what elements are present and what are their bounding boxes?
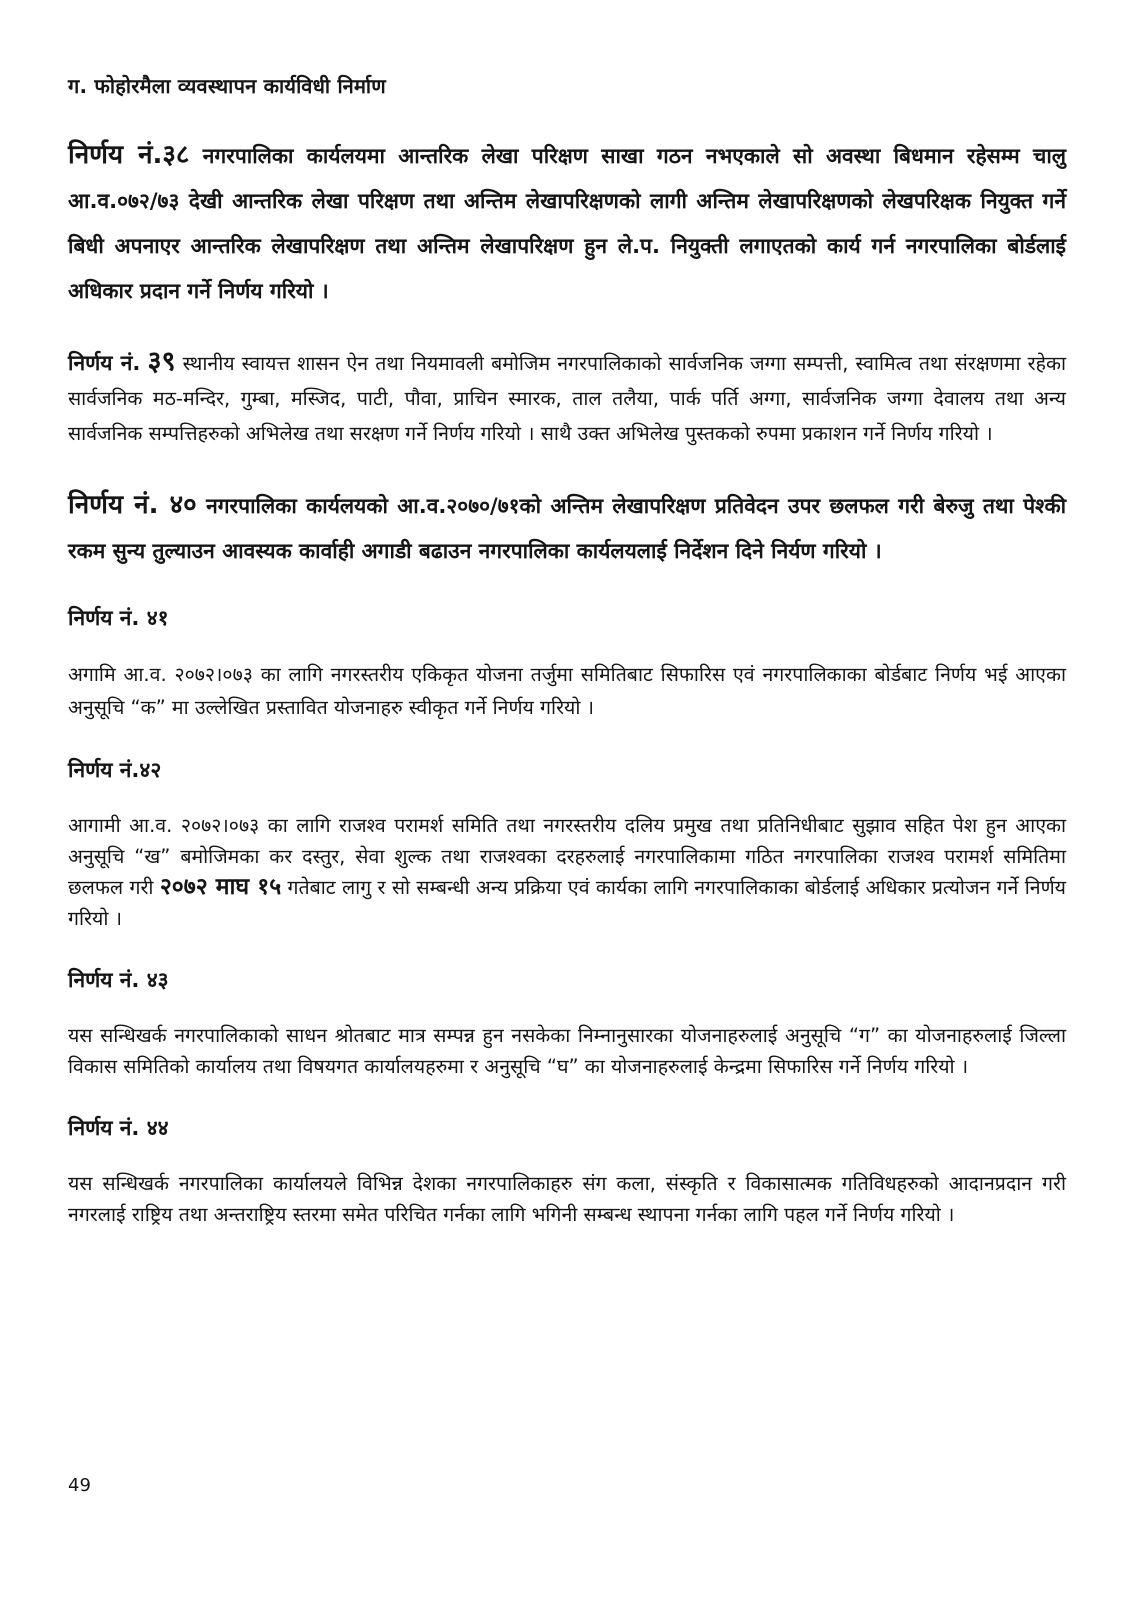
decision-40-body: नगरपालिका कार्यलयको आ.व.२०७०/७१को अन्तिम लेखापरिक्षण प्रतिवेदन उपर छलफल गरी बेरुजु तथा पेश्की रकम सुन्य तुल्याउन आवस्यक कार्वाही अगाडी बढाउन नगरपालिका कार्यलयलाई निर्देशन दिने निर्यण गरियो । <box>68 494 1067 563</box>
decision-43-body: यस सन्धिखर्क नगरपालिकाको साधन श्रोतबाट मात्र सम्पन्न हुन नसकेका निम्नानुसारका योजनाहरुलाई अनुसूचि “ग” का योजनाहरुलाई जिल्ला विकास समितिको कार्यालय तथा विषयगत कार्यालयहरुमा र अनुसूचि “घ” का योजनाहरुलाई केन्द्रमा सिफारिस गर्ने निर्णय गरियो । <box>68 1024 1066 1078</box>
decision-42-body-post: गतेबाट लागु र सो सम्बन्धी अन्य प्रक्रिया एवं कार्यका लागि नगरपालिकाका बोर्डलाई अधिकार प्रत्योजन गर्ने निर्णय गरियो । <box>68 876 1066 930</box>
decision-43-heading: निर्णय नं. ४३ <box>68 968 169 992</box>
decision-42-body <box>68 810 1066 934</box>
decision-38-label: निर्णय नं.३८ <box>68 140 190 170</box>
decision-38-body: नगरपालिका कार्यलयमा आन्तरिक लेखा परिक्षण साखा गठन नभएकाले सो अवस्था बिधमान रहेसम्म चालु आ.व.०७२/७३ देखी आन्तरिक लेखा परिक्षण तथा अन्तिम लेखापरिक्षणको लागी अन्तिम लेखापरिक्षणको लेखपरिक्षक नियुक्त गर्ने बिधी अपनाएर आन्तरिक लेखापरिक्षण तथा अन्तिम लेखापरिक्षण हुन ले.प. नियुक्ती लगाएतको कार्य गर्न नगरपालिका बोर्डलाई अधिकार प्रदान गर्ने निर्णय गरियो । <box>68 144 1067 303</box>
decision-44-body: यस सन्धिखर्क नगरपालिका कार्यालयले विभिन्न देशका नगरपालिकाहरु संग कला, संस्कृति र विकासात्मक गतिविधहरुको आदानप्रदान गरी नगरलाई राष्ट्रिय तथा अन्तराष्ट्रिय स्तरमा समेत परिचित गर्नका लागि भगिनी सम्बन्ध स्थापना गर्नका लागि पहल गर्ने निर्णय गरियो । <box>68 1172 1066 1226</box>
decision-39-label: निर्णय नं. <box>68 351 141 375</box>
decision-44-heading: निर्णय नं. ४४ <box>68 1116 169 1140</box>
decision-42-body-pre: आगामी आ.व. २०७२।०७३ का लागि राजश्व परामर्श समिति तथा नगरस्तरीय दलिय प्रमुख तथा प्रतिनिधीबाट सुझाव सहित पेश हुन आएका अनुसूचि “ख” बमोजिमका कर दस्तुर, सेवा शुल्क तथा राजश्वका दरहरुलाई नगरपालिकामा गठित नगरपालिका राजश्व परामर्श समितिमा छलफल गरी <box>68 814 1066 899</box>
decision-40-paragraph <box>68 483 1066 574</box>
decision-41-body: अगामि आ.व. २०७२।०७३ का लागि नगरस्तरीय एकिकृत योजना तर्जुमा समितिबाट सिफारिस एवं नगरपालिकाका बोर्डबाट निर्णय भई आएका अनुसूचि “क” मा उल्लेखित प्रस्तावित योजनाहरु स्वीकृत गर्ने निर्णय गरियो । <box>68 663 1066 719</box>
section-heading: ग. फोहोरमैला व्यवस्थापन कार्यविधी निर्माण <box>68 74 386 98</box>
decision-42-date-highlight: २०७२ माघ १५ <box>159 874 282 900</box>
decision-41-heading: निर्णय नं. ४१ <box>68 606 169 630</box>
decision-38-paragraph <box>68 133 1066 314</box>
decision-40-label: निर्णय नं. ४० <box>68 490 197 520</box>
decision-42-heading: निर्णय नं.४२ <box>68 758 162 782</box>
page-number: 49 <box>68 1475 91 1496</box>
decision-39-number: ३९ <box>147 346 176 377</box>
decision-39-paragraph <box>68 344 1066 451</box>
decision-39-body: स्थानीय स्वायत्त शासन ऐन तथा नियमावली बमोजिम नगरपालिकाको सार्वजनिक जग्गा सम्पत्ती, स्वामित्व तथा संरक्षणमा रहेका सार्वजनिक मठ-मन्दिर, गुम्बा, मस्जिद, पाटी, पौवा, प्राचिन स्मारक, ताल तलैया, पार्क पर्ति अग्गा, सार्वजनिक जग्गा देवालय तथा अन्य सार्वजनिक सम्पत्तिहरुको अभिलेख तथा सरक्षण गर्ने निर्णय गरियो । साथै उक्त अभिलेख पुस्तकको रुपमा प्रकाशन गर्ने निर्णय गरियो । <box>68 352 1066 445</box>
